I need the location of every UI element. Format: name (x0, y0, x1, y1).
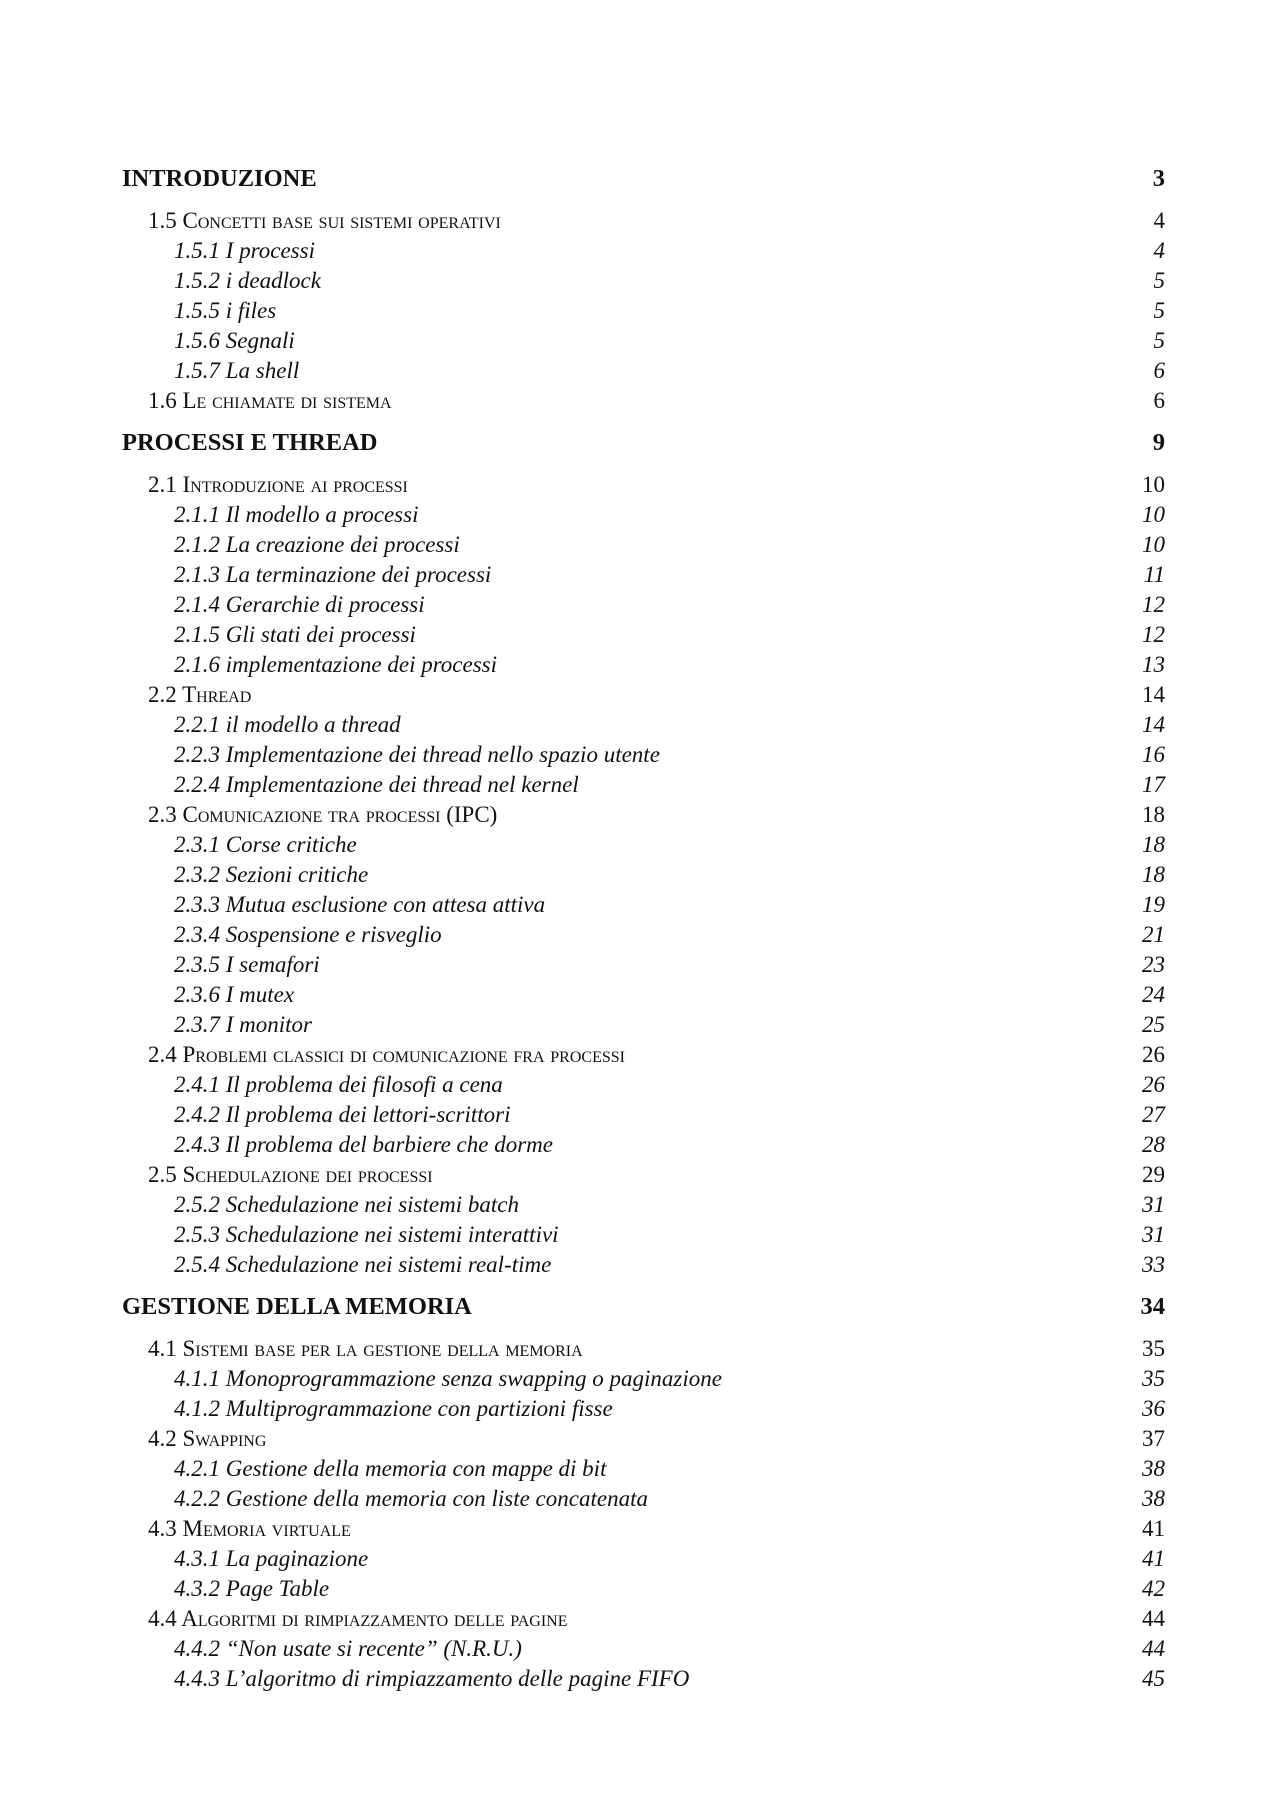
toc-chapter-title: INTRODUZIONE (122, 165, 317, 192)
toc-subsection[interactable] (122, 1634, 1165, 1664)
toc-subsection[interactable] (122, 710, 1165, 740)
toc-section[interactable] (122, 1604, 1165, 1634)
toc-subsection-page-number: 44 (1142, 1636, 1165, 1661)
toc-section[interactable] (122, 800, 1165, 830)
toc-subsection[interactable] (122, 620, 1165, 650)
toc-subsection-page-number: 11 (1143, 562, 1165, 587)
toc-subsection-page-number: 23 (1142, 952, 1165, 977)
toc-section-page-number: 14 (1142, 682, 1165, 707)
toc-subsection-page-number: 36 (1142, 1396, 1165, 1421)
toc-chapter[interactable] (122, 1292, 1165, 1322)
toc-subsection-page-number: 12 (1142, 622, 1165, 647)
toc-chapter-page-number: 9 (1152, 429, 1165, 456)
toc-subsection-page-number: 45 (1142, 1666, 1165, 1691)
toc-subsection-page-number: 41 (1142, 1546, 1165, 1571)
toc-subsection-page-number: 13 (1142, 652, 1165, 677)
toc-subsection[interactable] (122, 770, 1165, 800)
toc-subsection-title: 2.4.2 Il problema dei lettori-scrittori (174, 1102, 511, 1127)
toc-subsection[interactable] (122, 590, 1165, 620)
toc-subsection-page-number: 31 (1142, 1192, 1165, 1217)
toc-subsection-title: 2.2.3 Implementazione dei thread nello spazio utente (174, 742, 660, 767)
toc-subsection-page-number: 38 (1142, 1486, 1165, 1511)
toc-subsection-page-number: 35 (1142, 1366, 1165, 1391)
toc-subsection[interactable] (122, 860, 1165, 890)
toc-subsection-page-number: 6 (1153, 358, 1165, 383)
toc-subsection-page-number: 42 (1142, 1576, 1165, 1601)
toc-subsection-title: 4.2.1 Gestione della memoria con mappe di bit (174, 1456, 607, 1481)
toc-subsection-page-number: 12 (1142, 592, 1165, 617)
toc-section-page-number: 29 (1142, 1162, 1165, 1187)
toc-section-title: 1.5 Concetti base sui sistemi operativi (148, 208, 501, 233)
toc-subsection-page-number: 5 (1153, 298, 1165, 323)
toc-section-title: 4.2 Swapping (148, 1426, 267, 1451)
table-of-contents (122, 158, 1165, 1694)
toc-section-page-number: 37 (1142, 1426, 1165, 1451)
toc-subsection-title: 4.3.2 Page Table (174, 1576, 330, 1601)
toc-subsection-title: 2.5.2 Schedulazione nei sistemi batch (174, 1192, 519, 1217)
toc-subsection[interactable] (122, 1484, 1165, 1514)
toc-subsection-title: 2.1.5 Gli stati dei processi (174, 622, 416, 647)
toc-subsection[interactable] (122, 650, 1165, 680)
toc-subsection[interactable] (122, 1544, 1165, 1574)
toc-subsection-title: 2.4.3 Il problema del barbiere che dorme (174, 1132, 553, 1157)
toc-section[interactable] (122, 470, 1165, 500)
toc-subsection-page-number: 24 (1142, 982, 1165, 1007)
toc-subsection-page-number: 28 (1142, 1132, 1165, 1157)
toc-subsection[interactable] (122, 830, 1165, 860)
toc-subsection-title: 2.1.3 La terminazione dei processi (174, 562, 492, 587)
toc-subsection-title: 2.2.1 il modello a thread (174, 712, 401, 737)
toc-section-title: 1.6 Le chiamate di sistema (148, 388, 392, 413)
toc-subsection-page-number: 5 (1153, 328, 1165, 353)
toc-subsection[interactable] (122, 950, 1165, 980)
toc-subsection-title: 2.2.4 Implementazione dei thread nel kernel (174, 772, 579, 797)
toc-subsection-title: 1.5.2 i deadlock (174, 268, 321, 293)
toc-subsection-title: 2.3.7 I monitor (174, 1012, 312, 1037)
toc-subsection[interactable] (122, 1250, 1165, 1280)
toc-subsection-title: 2.3.2 Sezioni critiche (174, 862, 369, 887)
toc-subsection[interactable] (122, 1130, 1165, 1160)
toc-section[interactable] (122, 1040, 1165, 1070)
toc-subsection-page-number: 16 (1142, 742, 1165, 767)
toc-subsection-page-number: 4 (1153, 238, 1165, 263)
toc-subsection-title: 2.3.6 I mutex (174, 982, 295, 1007)
toc-subsection-page-number: 27 (1142, 1102, 1165, 1127)
toc-subsection[interactable] (122, 920, 1165, 950)
toc-chapter[interactable] (122, 164, 1165, 194)
toc-section-page-number: 41 (1142, 1516, 1165, 1541)
toc-section[interactable] (122, 1424, 1165, 1454)
toc-subsection-title: 2.1.1 Il modello a processi (174, 502, 419, 527)
toc-subsection-page-number: 31 (1142, 1222, 1165, 1247)
toc-subsection-title: 1.5.5 i files (174, 298, 277, 323)
toc-subsection-title: 2.4.1 Il problema dei filosofi a cena (174, 1072, 503, 1097)
toc-subsection-page-number: 14 (1142, 712, 1165, 737)
toc-subsection-title: 2.1.4 Gerarchie di processi (174, 592, 425, 617)
toc-subsection-page-number: 10 (1142, 532, 1165, 557)
toc-section[interactable] (122, 1514, 1165, 1544)
toc-subsection-page-number: 33 (1142, 1252, 1165, 1277)
toc-section-page-number: 26 (1142, 1042, 1165, 1067)
toc-section[interactable] (122, 386, 1165, 416)
toc-subsection-title: 2.5.4 Schedulazione nei sistemi real-time (174, 1252, 552, 1277)
toc-subsection[interactable] (122, 1010, 1165, 1040)
toc-chapter[interactable] (122, 428, 1165, 458)
toc-subsection-title: 4.1.2 Multiprogrammazione con partizioni fisse (174, 1396, 613, 1421)
toc-subsection-page-number: 5 (1153, 268, 1165, 293)
toc-chapter-page-number: 34 (1140, 1293, 1165, 1320)
toc-subsection[interactable] (122, 296, 1165, 326)
toc-subsection-title: 4.4.2 “Non usate si recente” (N.R.U.) (174, 1636, 522, 1661)
toc-subsection[interactable] (122, 530, 1165, 560)
toc-section-page-number: 44 (1142, 1606, 1165, 1631)
toc-subsection-title: 2.1.2 La creazione dei processi (174, 532, 460, 557)
toc-subsection-title: 2.5.3 Schedulazione nei sistemi interattivi (174, 1222, 559, 1247)
toc-subsection[interactable] (122, 500, 1165, 530)
toc-section-page-number: 10 (1142, 472, 1165, 497)
toc-subsection-page-number: 38 (1142, 1456, 1165, 1481)
toc-subsection[interactable] (122, 560, 1165, 590)
toc-section-title: 2.2 Thread (148, 682, 252, 707)
toc-section-page-number: 4 (1153, 208, 1165, 233)
toc-subsection[interactable] (122, 1100, 1165, 1130)
toc-section-page-number: 6 (1153, 388, 1165, 413)
toc-subsection[interactable] (122, 1364, 1165, 1394)
toc-section-title: 2.5 Schedulazione dei processi (148, 1162, 433, 1187)
toc-section-title: 2.1 Introduzione ai processi (148, 472, 408, 497)
toc-subsection-page-number: 10 (1142, 502, 1165, 527)
toc-subsection-title: 4.3.1 La paginazione (174, 1546, 369, 1571)
toc-subsection-page-number: 18 (1142, 832, 1165, 857)
toc-section-title: 2.4 Problemi classici di comunicazione fra processi (148, 1042, 625, 1067)
toc-section[interactable] (122, 1334, 1165, 1364)
toc-subsection[interactable] (122, 266, 1165, 296)
toc-section-page-number: 18 (1142, 802, 1165, 827)
toc-subsection-page-number: 21 (1142, 922, 1165, 947)
toc-section-title: 4.4 Algoritmi di rimpiazzamento delle pagine (148, 1606, 568, 1631)
toc-subsection-title: 2.3.1 Corse critiche (174, 832, 357, 857)
toc-subsection-title: 2.3.4 Sospensione e risveglio (174, 922, 442, 947)
toc-subsection[interactable] (122, 356, 1165, 386)
toc-subsection-title: 2.1.6 implementazione dei processi (174, 652, 498, 677)
toc-subsection-title: 1.5.1 I processi (174, 238, 315, 263)
toc-chapter-title: PROCESSI E THREAD (122, 429, 378, 456)
toc-chapter-title: GESTIONE DELLA MEMORIA (122, 1293, 472, 1320)
toc-subsection[interactable] (122, 1394, 1165, 1424)
toc-subsection[interactable] (122, 980, 1165, 1010)
toc-subsection[interactable] (122, 1070, 1165, 1100)
toc-subsection[interactable] (122, 326, 1165, 356)
toc-subsection-page-number: 18 (1142, 862, 1165, 887)
toc-subsection[interactable] (122, 1454, 1165, 1484)
toc-subsection[interactable] (122, 1190, 1165, 1220)
toc-subsection-title: 1.5.6 Segnali (174, 328, 295, 353)
toc-section-title: 4.1 Sistemi base per la gestione della memoria (148, 1336, 583, 1361)
toc-subsection-page-number: 25 (1142, 1012, 1165, 1037)
toc-section-title: 4.3 Memoria virtuale (148, 1516, 351, 1541)
toc-subsection[interactable] (122, 236, 1165, 266)
toc-subsection-page-number: 19 (1142, 892, 1165, 917)
toc-subsection[interactable] (122, 740, 1165, 770)
toc-section-page-number: 35 (1142, 1336, 1165, 1361)
toc-subsection-title: 4.2.2 Gestione della memoria con liste concatenata (174, 1486, 648, 1511)
toc-subsection[interactable] (122, 1664, 1165, 1694)
toc-subsection-title: 4.4.3 L’algoritmo di rimpiazzamento delle pagine FIFO (174, 1666, 690, 1691)
toc-subsection-title: 2.3.3 Mutua esclusione con attesa attiva (174, 892, 546, 917)
toc-subsection[interactable] (122, 1574, 1165, 1604)
toc-subsection-page-number: 17 (1142, 772, 1165, 797)
toc-subsection[interactable] (122, 1220, 1165, 1250)
toc-subsection-page-number: 26 (1142, 1072, 1165, 1097)
toc-chapter-page-number: 3 (1152, 165, 1165, 192)
toc-section[interactable] (122, 680, 1165, 710)
toc-section[interactable] (122, 1160, 1165, 1190)
toc-subsection-title: 4.1.1 Monoprogrammazione senza swapping o paginazione (174, 1366, 722, 1391)
toc-subsection-title: 2.3.5 I semafori (174, 952, 320, 977)
toc-section[interactable] (122, 206, 1165, 236)
toc-subsection-title: 1.5.7 La shell (174, 358, 300, 383)
toc-section-title: 2.3 Comunicazione tra processi (IPC) (148, 802, 498, 827)
toc-subsection[interactable] (122, 890, 1165, 920)
